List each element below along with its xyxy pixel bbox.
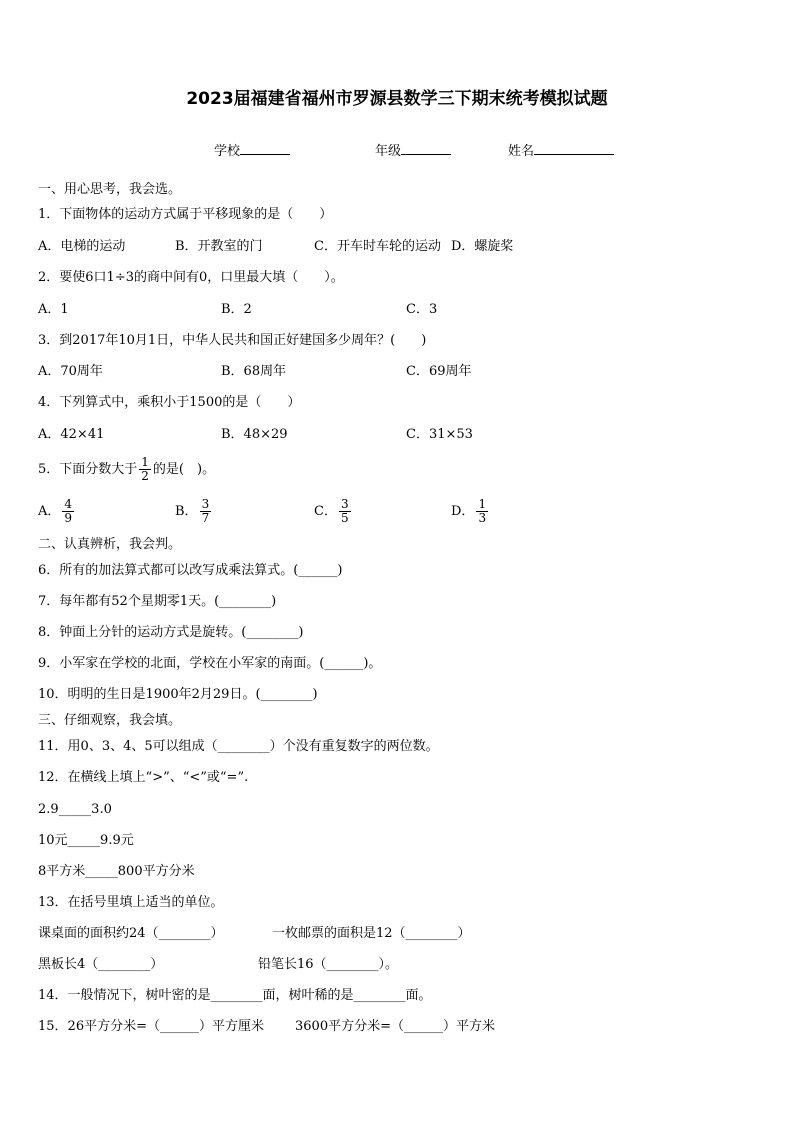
name-field[interactable]: [508, 141, 614, 160]
unit-fill-line: 铅笔长16（________）。: [258, 957, 399, 972]
compare-line: 10元_____9.9元: [38, 833, 134, 848]
fraction-denominator: 5: [340, 511, 349, 525]
question-stem: 13．在括号里填上适当的单位。: [38, 895, 224, 910]
question-stem: 4．下列算式中，乘积小于1500的是（ ）: [38, 395, 301, 410]
name-blank[interactable]: [534, 141, 614, 155]
question-stem: 1．下面物体的运动方式属于平移现象的是（ ）: [38, 207, 333, 222]
question-item: 14．一般情况下，树叶密的是________面，树叶稀的是________面。: [38, 988, 432, 1003]
option-a[interactable]: [38, 497, 76, 527]
school-blank[interactable]: [240, 141, 290, 155]
option-c[interactable]: C．31×53: [406, 427, 473, 442]
question-item: 7．每年都有52个星期零1天。(________): [38, 594, 277, 609]
option-label: D．: [451, 504, 475, 519]
fraction-numerator: 4: [64, 497, 73, 511]
fraction-denominator: 2: [141, 469, 149, 483]
fraction-numerator: 1: [141, 455, 149, 469]
question-stem: 12．在横线上填上“>”、“<”或“=”.: [38, 770, 249, 785]
stem-text: 的是( )。: [152, 462, 216, 477]
section-heading: 二、认真辨析，我会判。: [38, 537, 182, 552]
grade-field[interactable]: [375, 141, 451, 160]
compare-line: 2.9_____3.0: [38, 802, 112, 817]
fraction: [339, 498, 351, 525]
fraction: [476, 498, 488, 525]
option-b[interactable]: B．48×29: [221, 427, 288, 442]
option-c[interactable]: C．3: [406, 302, 438, 317]
fraction-denominator: 7: [201, 511, 210, 525]
option-b[interactable]: [175, 497, 213, 527]
option-label: A．: [38, 504, 61, 519]
section-heading: 三、仔细观察，我会填。: [38, 713, 182, 728]
unit-fill-line: 黑板长4（________）: [38, 957, 164, 972]
school-field[interactable]: [214, 141, 290, 160]
question-item: 6．所有的加法算式都可以改写成乘法算式。(______): [38, 563, 343, 578]
fraction-numerator: 3: [340, 497, 349, 511]
compare-line: 8平方米_____800平方分米: [38, 864, 195, 879]
option-a[interactable]: A．70周年: [38, 364, 103, 379]
fraction: [139, 456, 151, 483]
option-a[interactable]: A．42×41: [38, 427, 105, 442]
question-item: 11．用0、3、4、5可以组成（________）个没有重复数字的两位数。: [38, 739, 439, 754]
option-b[interactable]: B．68周年: [221, 364, 287, 379]
fraction-numerator: 1: [478, 497, 487, 511]
school-label: 学校: [214, 144, 241, 159]
unit-fill-line: 课桌面的面积约24（________）: [38, 926, 224, 941]
fraction: [200, 498, 212, 525]
option-c[interactable]: C．69周年: [406, 364, 472, 379]
question-stem: 2．要使6口1÷3的商中间有0，口里最大填（ ）。: [38, 270, 344, 285]
question-item: 10．明明的生日是1900年2月29日。(________): [38, 687, 318, 702]
question-stem: 3．到2017年10月1日，中华人民共和国正好建国多少周年？( ): [38, 333, 427, 348]
option-d[interactable]: [451, 497, 490, 527]
fraction-numerator: 3: [201, 497, 210, 511]
question-item: 8．钟面上分针的运动方式是旋转。(________): [38, 625, 304, 640]
grade-blank[interactable]: [401, 141, 451, 155]
unit-fill-line: 一枚邮票的面积是12（________）: [272, 926, 471, 941]
section-heading: 一、用心思考，我会选。: [38, 182, 182, 197]
question-item: 3600平方分米=（______）平方米: [295, 1019, 495, 1034]
option-label: B．: [175, 504, 198, 519]
fraction-denominator: 9: [64, 511, 73, 525]
option-label: C．: [314, 504, 337, 519]
question-stem: [38, 455, 215, 485]
grade-label: 年级: [375, 144, 402, 159]
option-d[interactable]: D．螺旋桨: [451, 239, 514, 254]
option-b[interactable]: B．开教室的门: [175, 239, 263, 254]
stem-text: 5．下面分数大于: [38, 462, 138, 477]
page-title: 2023届福建省福州市罗源县数学三下期末统考模拟试题: [186, 89, 608, 109]
fraction: [62, 498, 74, 525]
option-a[interactable]: A．1: [38, 302, 69, 317]
question-item: 9．小军家在学校的北面，学校在小军家的南面。(______)。: [38, 656, 382, 671]
option-a[interactable]: A．电梯的运动: [38, 239, 126, 254]
option-c[interactable]: [314, 497, 353, 527]
option-b[interactable]: B．2: [221, 302, 252, 317]
name-label: 姓名: [508, 144, 535, 159]
fraction-denominator: 3: [478, 511, 487, 525]
question-item: 15．26平方分米=（______）平方厘米: [38, 1019, 264, 1034]
option-c[interactable]: C．开车时车轮的运动: [314, 239, 441, 254]
